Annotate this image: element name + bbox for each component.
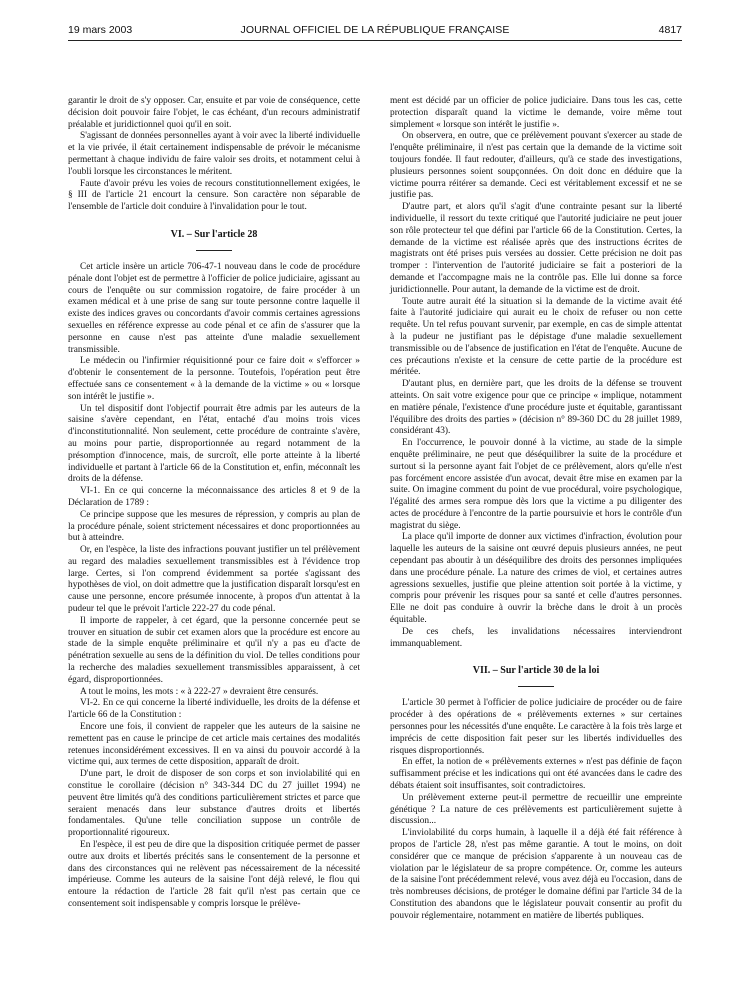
- paragraph: Cet article insère un article 706-47-1 nouveau dans le code de procédure pénale dont l'objet est de permettre à l'officier de police judiciaire, agissant au cours de l'enquête ou sur commission rogatoire, de faire procéder à un examen médical et à une prise de sang sur toute personne contre laquelle il existe des indices graves ou concordants d'avoir commis certaines agressions sexuelles en référence expresse au code pénal et ce afin de s'assurer que la personne en cause n'est pas atteinte d'une maladie sexuellement transmissible.: [68, 261, 360, 355]
- paragraph: La place qu'il importe de donner aux victimes d'infraction, évolution pour laquelle les auteurs de la saisine ont œuvré depuis plusieurs années, ne peut cependant pas aboutir à un déséquilibre des droits des personnes impliquées dans une procédure pénale. La nature des crimes de viol, et certaines autres agressions sexuelles, justifie que pleine attention soit portée à la victime, y compris pour prévenir les risques pour sa santé et celle d'autres personnes. Elle ne doit pas conduire à ouvrir la brèche dans le droit à un procès équitable.: [390, 532, 682, 626]
- paragraph: D'autre part, et alors qu'il s'agit d'une contrainte pesant sur la liberté individuelle, il ressort du texte critiqué que l'autorité judiciaire ne peut jouer son rôle protecteur tel que défini par l'article 66 de la Constitution. Certes, la demande de la victime est réalisée après que des instructions écrites de magistrats ont été prises puis versées au dossier. Cette précision ne doit pas tromper : l'intervention de l'autorité judiciaire se fait a posteriori de la demande et l'accompagne mais ne la contrôle pas. Elle lui donne sa force juridictionnelle. Pour autant, la demande de la victime est de droit.: [390, 202, 682, 295]
- paragraph: L'article 30 permet à l'officier de police judiciaire de procéder ou de faire procéder à des opérations de « prélèvements externes » sur certaines personnes pour les nécessités d'une enquête. Le caractère à la fois très large et imprécis de cette disposition fait peser sur les libertés individuelles des risques disproportionnés.: [390, 698, 683, 756]
- paragraph: Ce principe suppose que les mesures de répression, y compris au plan de la procédure pénale, soient strictement nécessaires et donc proportionnées au but à atteindre.: [68, 509, 360, 544]
- right-column: [390, 96, 682, 923]
- page-header: [68, 24, 682, 38]
- paragraph: ment est décidé par un officier de police judiciaire. Dans tous les cas, cette protection disparaît quand la victime le demande, voire même tout simplement « lorsque son intérêt le justifie ».: [390, 96, 682, 130]
- paragraph: VI-2. En ce qui concerne la liberté individuelle, les droits de la défense et l'article 66 de la Constitution :: [68, 698, 360, 721]
- journal-title: JOURNAL OFFICIEL DE LA RÉPUBLIQUE FRANÇAISE: [240, 24, 510, 36]
- paragraph: Or, en l'espèce, la liste des infractions pouvant justifier un tel prélèvement au regard des maladies sexuellement transmissibles est à l'évidence trop large. Certes, si l'on comprend évidemment sa portée s'agissant des hypothèses de viol, on doit admettre que la justification disparaît lorsqu'est en cause une personne, encore présumée innocente, à propos d'un attentat à la pudeur tel que le prévoit l'article 222-27 du code pénal.: [68, 545, 360, 615]
- paragraph: Faute d'avoir prévu les voies de recours constitutionnellement exigées, le § III de l'article 21 encourt la censure. Son caractère non séparable de l'ensemble de l'article doit conduire à l'invalidation pour le tout.: [68, 178, 360, 213]
- header-rule: [68, 40, 682, 41]
- paragraph: Il importe de rappeler, à cet égard, que la personne concernée peut se trouver en situation de subir cet examen alors que la procédure est encore au stade de la simple enquête préliminaire et qu'il n'y a pas eu d'acte de pénétration sexuelle au sens de la définition du viol. De telles conditions pour la recherche des maladies sexuellement transmissibles apparaissent, à cet égard, disproportionnées.: [68, 615, 360, 685]
- left-column: [68, 96, 360, 911]
- paragraph: D'une part, le droit de disposer de son corps et son inviolabilité qui en constitue le corollaire (décision n° 343-344 DC du 27 juillet 1994) ne peuvent être limités qu'à des conditions particulièrement strictes et parce que seraient menacés dans leur substance d'autres droits et libertés fondamentales. Qu'une telle conciliation suppose un contrôle de proportionnalité rigoureux.: [68, 769, 360, 839]
- section-title: VII. – Sur l'article 30 de la loi: [472, 665, 600, 677]
- paragraph: VI-1. En ce qui concerne la méconnaissance des articles 8 et 9 de la Déclaration de 1789 :: [68, 486, 360, 508]
- paragraph: On observera, en outre, que ce prélèvement pouvant s'exercer au stade de l'enquête préliminaire, il n'est pas certain que la demande de la victime soit toujours fondée. Il faut redouter, d'ailleurs, qu'à ce stade des investigations, plusieurs personnes soient soupçonnées. On doit donc en déduire que la victime pourra réitérer sa demande. Ceci est véritablement excessif et ne se justifie pas.: [390, 131, 682, 201]
- paragraph: En l'occurrence, le pouvoir donné à la victime, au stade de la simple enquête préliminaire, ne peut que déséquilibrer la suite de la procédure et surtout si la personne ayant fait l'objet de ce prélèvement, alors qu'elle n'est pas forcément encore assistée d'un avocat, devait être mise en examen par la suite. On imagine comment du point de vue procédural, voire psychologique, l'égalité des armes sera rompue dès lors que la victime a pu diligenter des actes de procédure à l'encontre de la partie poursuivie et hors le contrôle d'un magistrat du siège.: [390, 438, 682, 531]
- section-heading: [390, 665, 682, 687]
- paragraph: Le médecin ou l'infirmier réquisitionné pour ce faire doit « s'efforcer » d'obtenir le consentement de la personne. Toutefois, l'opération peut être effectuée sans ce consentement « à la demande de la victime » ou « lorsque son intérêt le justifie ».: [68, 356, 360, 402]
- paragraph: A tout le moins, les mots : « à 222-27 » devraient être censurés.: [80, 686, 319, 697]
- paragraph: En effet, la notion de « prélèvements externes » n'est pas définie de façon suffisamment précise et les indications qui ont été avancées dans le cadre des débats étaient soit insuffisantes, soit contradictoires.: [390, 757, 682, 792]
- page-number: 4817: [658, 24, 682, 36]
- section-separator: [518, 686, 554, 687]
- paragraph: En l'espèce, il est peu de dire que la disposition critiquée permet de passer outre aux droits et libertés précités sans le consentement de la personne et dans des circonstances qui ne relèvent pas nécessairement de la nécessité impérieuse. Comme les auteurs de la saisine l'ont déjà relevé, le flou qui entoure la rédaction de l'article 28 fait qu'il n'est pas certain que ce consentement soit indispensable y compris lorsque le prélève-: [68, 840, 360, 909]
- paragraph: garantir le droit de s'y opposer. Car, ensuite et par voie de conséquence, cette décision doit pouvoir faire l'objet, le cas échéant, d'un recours administratif préalable et juridictionnel quoi qu'il en soit.: [68, 96, 360, 130]
- section-heading: [68, 229, 360, 251]
- section-separator: [196, 250, 232, 251]
- paragraph: Un prélèvement externe peut-il permettre de recueillir une empreinte génétique ? La nature de ces prélèvements est particulièrement sujette à discussion...: [390, 792, 682, 827]
- header-date: 19 mars 2003: [68, 24, 133, 36]
- paragraph: Un tel dispositif dont l'objectif pourrait être admis par les auteurs de la saisine s'avère cependant, en l'état, entaché d'au moins trois vices d'inconstitutionnalité. Non seulement, cette procédure de contrainte s'avère, au moins pour partie, disproportionnée au regard notamment de la présomption d'innocence, mais, de surcroît, elle porte atteinte à la liberté individuelle et partant à l'article 66 de la Constitution et, enfin, méconnaît les droits de la défense.: [68, 403, 360, 485]
- paragraph: Encore une fois, il convient de rappeler que les auteurs de la saisine ne remettent pas en cause le principe de cet article mais certaines des modalités retenues inconsidérément excessives. Il en va ainsi du pouvoir accordé à la victime qui, aux termes de cette disposition, apparaît de droit.: [68, 722, 360, 768]
- paragraph: Toute autre aurait été la situation si la demande de la victime avait été faite à l'autorité judiciaire qui aurait eu le choix de refuser ou non cette requête. Un tel refus pouvant survenir, par exemple, en cas de simple attentat à la pudeur ne justifiant pas le dépistage d'une maladie sexuellement transmissible ou de l'absence de justification en l'état de l'enquête. Aucune de ces précautions n'existe et la censure de cette partie de la procédure est méritée.: [390, 296, 682, 378]
- paragraph: S'agissant de données personnelles ayant à voir avec la liberté individuelle et la vie privée, il était certainement indispensable de prévoir le mécanisme permettant à chaque individu de faire valoir ses droits, et notamment celui à l'oubli lorsque les circonstances le méritent.: [68, 131, 360, 177]
- section-title: VI. – Sur l'article 28: [170, 228, 258, 240]
- paragraph: De ces chefs, les invalidations nécessaires interviendront immanquablement.: [390, 626, 682, 649]
- paragraph: L'inviolabilité du corps humain, à laquelle il a déjà été fait référence à propos de l'article 28, n'est pas même garantie. A tout le moins, on doit considérer que ce manque de précision s'apparente à un nouveau cas de violation par le législateur de sa propre compétence. Or, comme les auteurs de la saisine l'ont précédemment relevé, vous avez déjà eu l'occasion, dans de très nombreuses décisions, de protéger le domaine défini par l'article 34 de la Constitution des abandons que le législateur pouvait consentir au profit du pouvoir réglementaire, notamment en matière de libertés publiques.: [390, 828, 682, 921]
- paragraph: D'autant plus, en dernière part, que les droits de la défense se trouvent atteints. On sait votre exigence pour que ce principe « implique, notamment en matière pénale, l'existence d'une procédure juste et équitable, garantissant l'équilibre des droits des parties » (décision n° 89-360 DC du 28 juillet 1989, considérant 43).: [390, 379, 682, 437]
